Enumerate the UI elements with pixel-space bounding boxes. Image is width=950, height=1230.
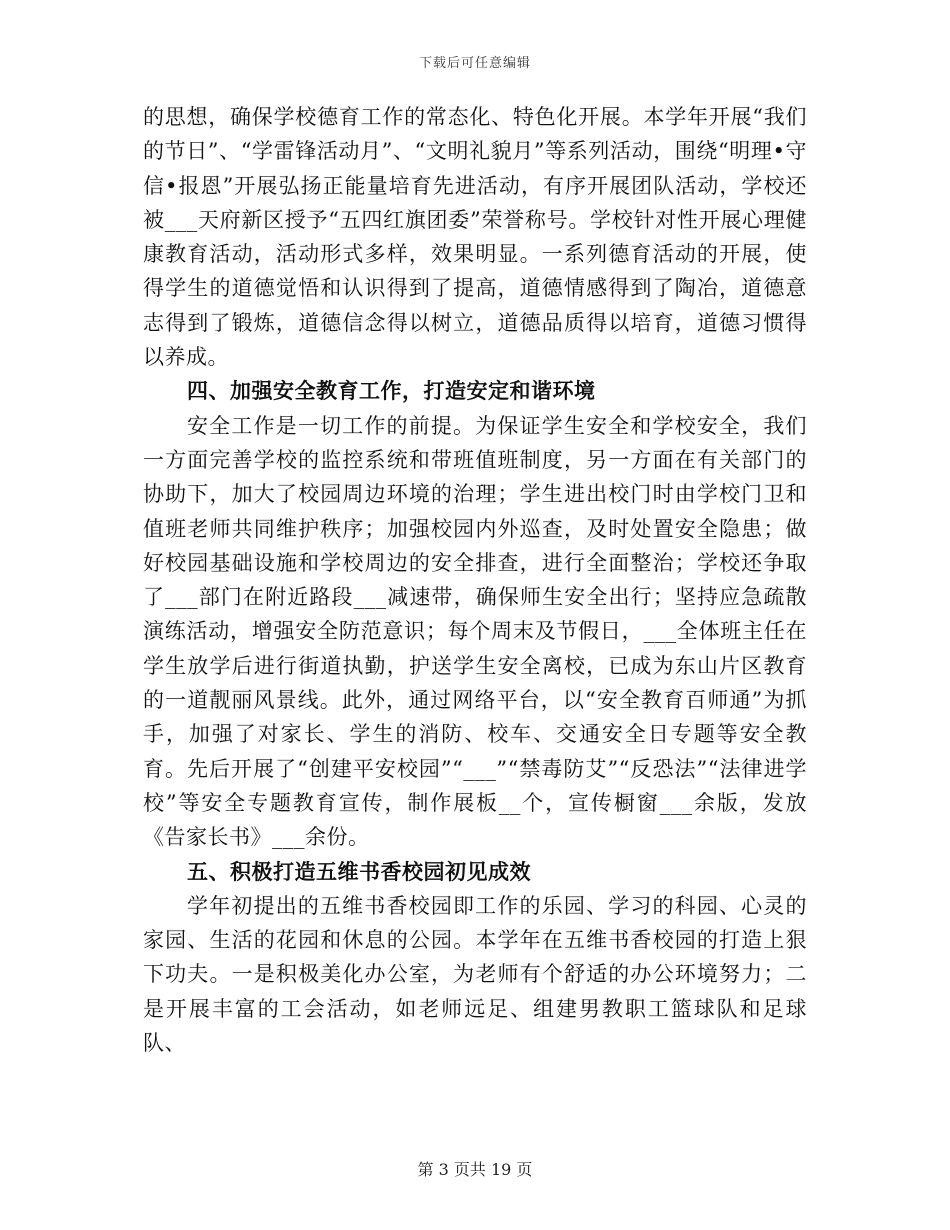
page-number-footer: 第 3 页共 19 页 — [417, 1160, 533, 1179]
paragraph-moral-education: 的思想，确保学校德育工作的常态化、特色化开展。本学年开展“我们的节日”、“学雷锋活动月”、“文明礼貌月”等系列活动，围绕“明理•守信•报恩”开展弘扬正能量培育先进活动，有序开展团队活动，学校还被___天府新区授予“五四红旗团委”荣誉称号。学校针对性开展心理健康教育活动，活动形式多样，效果明显。一系列德育活动的开展，使得学生的道德觉悟和认识得到了提高，道德情感得到了陶冶，道德意志得到了锻炼，道德信念得以树立，道德品质得以培育，道德习惯得以养成。 — [143, 105, 807, 370]
document-body — [143, 100, 807, 1060]
page-header: 下载后可任意编辑 — [418, 56, 531, 71]
paragraph-campus: 学年初提出的五维书香校园即工作的乐园、学习的科园、心灵的家园、生活的花园和休息的公园。本学年在五维书香校园的打造上狠下功夫。一是积极美化办公室，为老师有个舒适的办公环境努力；二是开展丰富的工会活动，如老师远足、组建男教职工篮球队和足球队、 — [143, 893, 807, 1056]
section-heading-campus: 五、积极打造五维书香校园初见成效 — [187, 858, 531, 884]
section-heading-safety: 四、加强安全教育工作，打造安定和谐环境 — [187, 378, 596, 404]
paragraph-safety-education: 安全工作是一切工作的前提。为保证学生安全和学校安全，我们一方面完善学校的监控系统和带班值班制度，另一方面在有关部门的协助下，加大了校园周边环境的治理；学生进出校门时由学校门卫和值班老师共同维护秩序；加强校园内外巡查，及时处置安全隐患；做好校园基础设施和学校周边的安全排查，进行全面整治；学校还争取了___部门在附近路段___减速带，确保师生安全出行；坚持应急疏散演练活动，增强安全防范意识；每个周末及节假日，___全体班主任在学生放学后进行街道执勤，护送学生安全离校，已成为东山片区教育的一道靓丽风景线。此外，通过网络平台，以“安全教育百师通”为抓手，加强了对家长、学生的消防、校车、交通安全日专题等安全教育。先后开展了“创建平安校园”“___”“禁毒防艾”“反恐法”“法律进学校”等安全专题教育宣传，制作展板__个，宣传橱窗___余版，发放《告家长书》___余份。 — [143, 413, 807, 850]
